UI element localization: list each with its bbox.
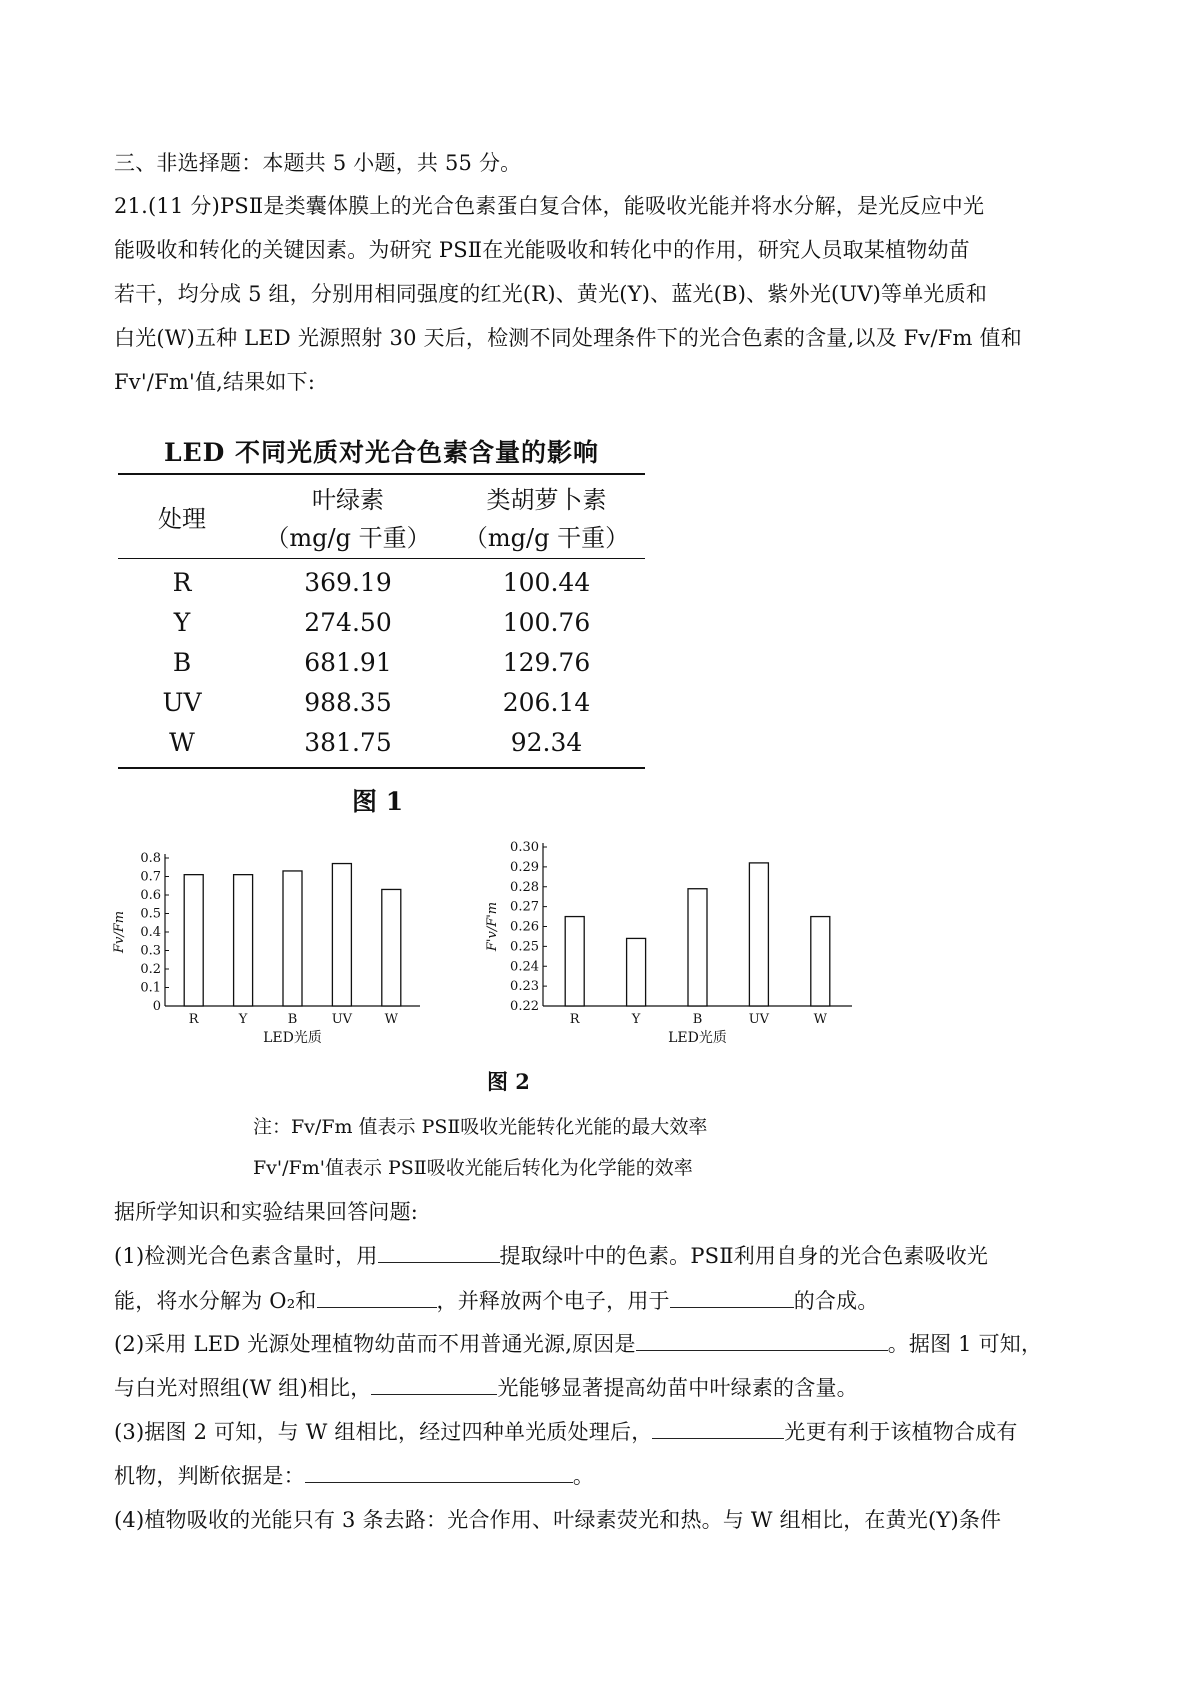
pigment-table	[118, 433, 645, 769]
table-row: R 369.19 100.44	[172, 568, 591, 597]
question-21-line: 21.(11 分)PSⅡ是类囊体膜上的光合色素蛋白复合体，能吸收光能并将水分解，是光反应中光	[114, 194, 985, 218]
note-1: 注：Fv/Fm 值表示 PSⅡ吸收光能转化光能的最大效率	[253, 1116, 708, 1138]
bar	[234, 875, 253, 1006]
x-tick-label: B	[692, 1012, 703, 1027]
y-axis-label: F'v/F'm	[485, 901, 500, 952]
answer-blank[interactable]	[305, 1464, 573, 1483]
question-21-line: 若干，均分成 5 组，分别用相同强度的红光(R)、黄光(Y)、蓝光(B)、紫外光(UV)等单光质和	[114, 282, 988, 306]
answer-blank[interactable]	[378, 1244, 500, 1263]
table-row: W 381.75 92.34	[169, 728, 583, 757]
x-tick-label: Y	[238, 1012, 248, 1027]
bar	[332, 864, 351, 1006]
answer-blank[interactable]	[652, 1420, 784, 1439]
y-tick-label: 0.3	[140, 943, 161, 959]
question-1-line-1: (1)检测光合色素含量时，用 提取绿叶中的色素。PSⅡ利用自身的光合色素吸收光	[114, 1244, 989, 1268]
table-row: B 681.91 129.76	[172, 648, 591, 677]
question-21-line: 能吸收和转化的关键因素。为研究 PSⅡ在光能吸收和转化中的作用，研究人员取某植物幼苗	[114, 238, 970, 262]
x-tick-label: W	[813, 1012, 827, 1027]
y-tick-label: 0.26	[510, 919, 539, 935]
figure-1-label: 图 1	[352, 787, 404, 816]
answer-blank[interactable]	[317, 1289, 437, 1308]
answer-blank[interactable]	[670, 1289, 794, 1308]
question-1-line-2: 能，将水分解为 O₂和 ，并释放两个电子，用于 的合成。	[114, 1289, 879, 1313]
answer-blank[interactable]	[371, 1376, 497, 1395]
bar	[565, 917, 584, 1006]
x-tick-label: B	[287, 1012, 298, 1027]
y-tick-label: 0.25	[510, 939, 539, 955]
y-tick-label: 0.29	[510, 859, 539, 875]
question-2-line-2: 与白光对照组(W 组)相比， 光能够显著提高幼苗中叶绿素的含量。	[114, 1376, 858, 1400]
y-tick-label: 0.22	[510, 999, 539, 1014]
x-axis-label: LED光质	[668, 1030, 727, 1046]
y-tick-label: 0.27	[510, 899, 539, 915]
bar	[184, 875, 203, 1006]
y-tick-label: 0.1	[140, 980, 161, 996]
y-tick-label: 0.2	[140, 962, 161, 977]
x-tick-label: R	[188, 1012, 199, 1027]
header-carotenoid: 类胡萝卜素 （mg/g 干重）	[463, 486, 630, 552]
fv-fm-bar-chart	[112, 836, 445, 1048]
table-row: UV 988.35 206.14	[162, 688, 591, 717]
answer-blank[interactable]	[636, 1332, 888, 1351]
header-chlorophyll: 叶绿素 （mg/g 干重）	[265, 486, 431, 552]
y-tick-label: 0	[152, 999, 161, 1014]
question-4-line: (4)植物吸收的光能只有 3 条去路：光合作用、叶绿素荧光和热。与 W 组相比，在黄光(Y)条件	[114, 1508, 1002, 1532]
y-tick-label: 0.5	[140, 906, 161, 922]
y-axis-label: Fv/Fm	[112, 910, 127, 954]
y-tick-label: 0.23	[510, 979, 539, 995]
header-treatment: 处理	[158, 505, 206, 533]
section-heading: 三、非选择题：本题共 5 小题，共 55 分。	[114, 151, 522, 175]
bar	[627, 938, 646, 1006]
x-tick-label: UV	[748, 1012, 770, 1027]
bar	[811, 917, 830, 1006]
y-tick-label: 0.6	[140, 888, 161, 903]
y-tick-label: 0.30	[510, 840, 539, 855]
y-tick-label: 0.24	[510, 959, 539, 975]
bar	[382, 889, 401, 1006]
x-tick-label: UV	[331, 1012, 353, 1027]
question-21-line: 白光(W)五种 LED 光源照射 30 天后，检测不同处理条件下的光合色素的含量,以及 Fv/Fm 值和	[114, 326, 1022, 350]
bar	[688, 889, 707, 1006]
question-2-line-1: (2)采用 LED 光源处理植物幼苗而不用普通光源,原因是 。据图 1 可知，	[114, 1332, 1043, 1356]
question-3-line-1: (3)据图 2 可知，与 W 组相比，经过四种单光质处理后， 光更有利于该植物合成有	[114, 1420, 1018, 1444]
note-2: Fv'/Fm'值表示 PSⅡ吸收光能后转化为化学能的效率	[253, 1157, 693, 1179]
figure-2-label: 图 2	[487, 1069, 530, 1094]
y-tick-label: 0.7	[140, 869, 161, 885]
y-tick-label: 0.4	[140, 925, 161, 940]
question-21-line: Fv'/Fm'值,结果如下:	[114, 370, 316, 394]
x-tick-label: R	[569, 1012, 580, 1027]
bar	[283, 871, 302, 1006]
bar	[749, 863, 768, 1006]
table-row: Y 274.50 100.76	[173, 608, 591, 637]
x-tick-label: Y	[631, 1012, 641, 1027]
fv-fm-prime-bar-chart	[487, 830, 862, 1048]
x-tick-label: W	[384, 1012, 398, 1027]
prompt-text: 据所学知识和实验结果回答问题:	[114, 1200, 419, 1224]
x-axis-label: LED光质	[263, 1030, 322, 1046]
table-title: LED 不同光质对光合色素含量的影响	[163, 438, 600, 467]
table-header	[118, 475, 645, 558]
question-3-line-2: 机物，判断依据是： 。	[114, 1464, 595, 1488]
y-tick-label: 0.8	[140, 851, 161, 866]
y-tick-label: 0.28	[510, 879, 539, 895]
